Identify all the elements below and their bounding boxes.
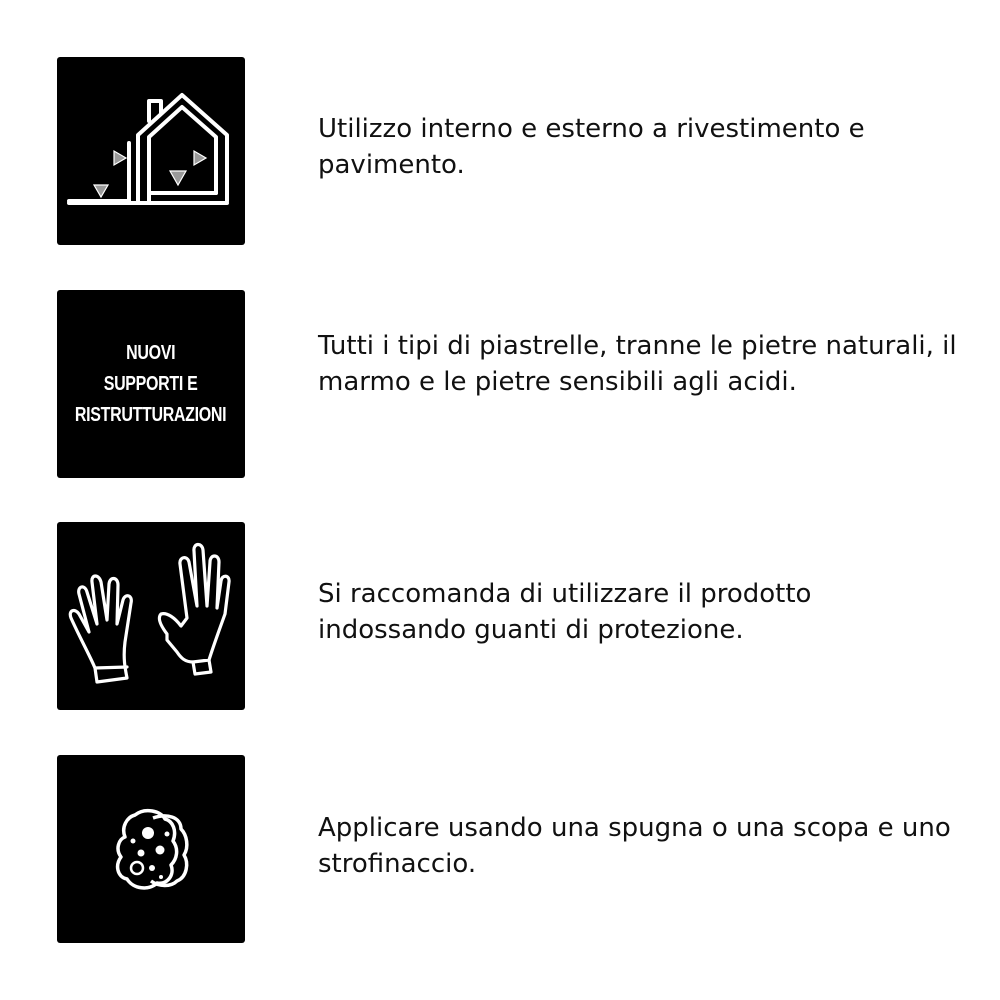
feature-row-sponge	[0, 755, 1000, 945]
house-indoor-outdoor-icon	[57, 57, 245, 245]
feature-row-supports	[0, 290, 1000, 480]
badge-line: RISTRUTTURAZIONI	[75, 403, 227, 426]
feature-tile	[57, 290, 245, 478]
feature-description: Applicare usando una spugna o una scopa e uno strofinaccio.	[318, 813, 951, 879]
feature-description: Si raccomanda di utilizzare il prodotto indossando guanti di protezione.	[318, 579, 812, 645]
feature-description: Tutti i tipi di piastrelle, tranne le pietre naturali, il marmo e le pietre sensibili agli acidi.	[318, 331, 957, 397]
badge-line: SUPPORTI E	[104, 372, 198, 395]
feature-row-gloves	[0, 522, 1000, 712]
badge-line: NUOVI	[126, 341, 176, 364]
sponge-icon	[57, 755, 245, 943]
feature-row-indoor-outdoor	[0, 57, 1000, 247]
text-badge	[57, 290, 245, 478]
feature-description: Utilizzo interno e esterno a rivestimento e pavimento.	[318, 114, 865, 180]
feature-tile	[57, 57, 245, 245]
protective-gloves-icon	[57, 522, 245, 710]
feature-tile	[57, 522, 245, 710]
feature-tile	[57, 755, 245, 943]
